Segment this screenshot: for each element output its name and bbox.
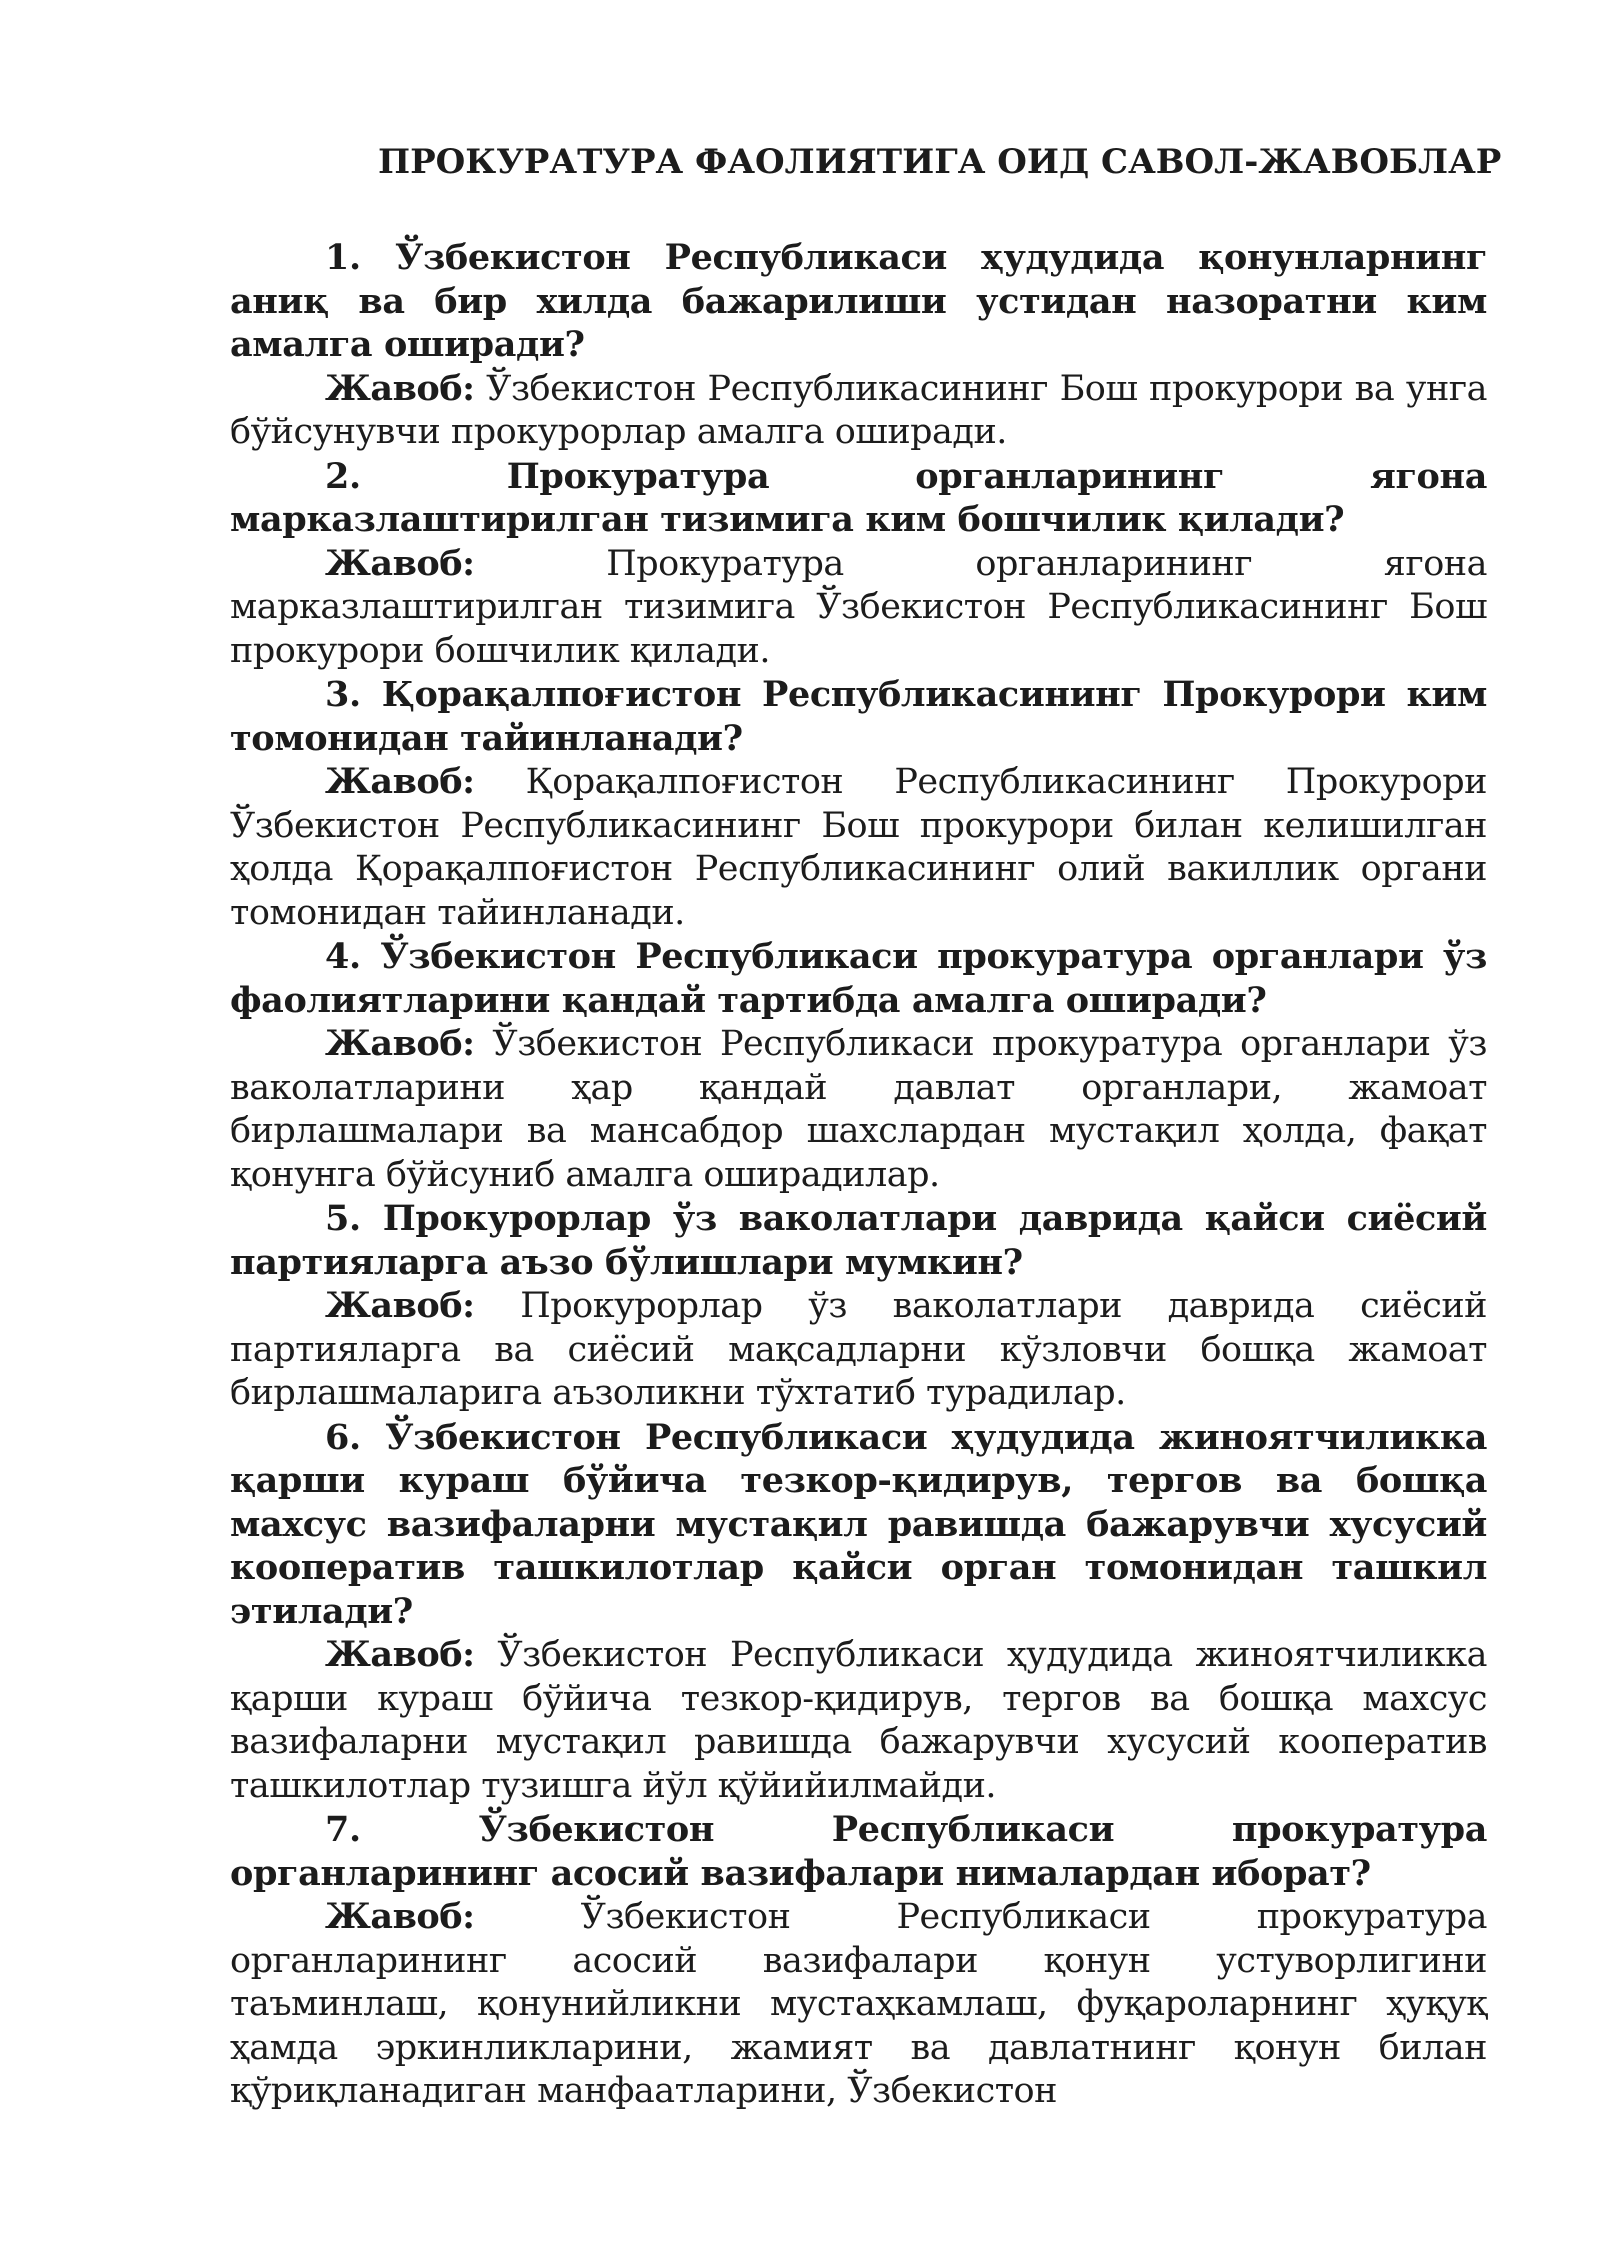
question-number: 7. <box>325 1809 361 1851</box>
qa-item-5 <box>230 1197 1487 1416</box>
question-number: 6. <box>325 1416 361 1458</box>
answer-label: Жавоб: <box>325 542 475 584</box>
question-text: Ўзбекистон Республикаси прокуратура органлари ўз фаолиятларини қандай тартибда амалга оширади? <box>230 936 1487 1021</box>
answer-text: Прокуратура органларининг ягона марказлаштирилган тизимига Ўзбекистон Республикасининг Бош прокурори бошчилик қилади. <box>230 543 1487 671</box>
answer-7 <box>230 1895 1487 2114</box>
answer-text: Қорақалпоғистон Республикасининг Прокурори Ўзбекистон Республикасининг Бош прокурори билан келишилган ҳолда Қорақалпоғистон Республикасининг олий вакиллик органи томонидан тайинланади. <box>230 762 1487 933</box>
answer-6 <box>230 1633 1487 1808</box>
question-7 <box>230 1808 1487 1895</box>
qa-item-7 <box>230 1808 1487 2114</box>
question-6 <box>230 1416 1487 1634</box>
answer-1 <box>230 367 1487 455</box>
answer-2 <box>230 542 1487 674</box>
question-text: Ўзбекистон Республикаси ҳудудида жиноятчиликка қарши кураш бўйича тезкор-қидирув, тергов ва бошқа махсус вазифаларни мустақил равишда бажарувчи хусусий кооператив ташкилотлар қайси орган томонидан ташкил этилади? <box>230 1416 1487 1632</box>
answer-label: Жавоб: <box>325 761 475 803</box>
answer-label: Жавоб: <box>325 367 475 409</box>
answer-label: Жавоб: <box>325 1285 475 1327</box>
question-2 <box>230 455 1487 542</box>
question-text: Қорақалпоғистон Республикасининг Прокурори ким томонидан тайинланади? <box>230 674 1487 759</box>
qa-item-3 <box>230 673 1487 935</box>
question-1 <box>230 236 1487 367</box>
answer-text: Прокурорлар ўз ваколатлари даврида сиёсий партияларга ва сиёсий мақсадларни кўзловчи бошқа жамоат бирлашмаларига аъзоликни тўхтатиб турадилар. <box>230 1286 1487 1414</box>
question-3 <box>230 673 1487 760</box>
question-text: Ўзбекистон Республикаси прокуратура органларининг асосий вазифалари нималардан иборат? <box>230 1809 1487 1894</box>
document-title: ПРОКУРАТУРА ФАОЛИЯТИГА ОИД САВОЛ-ЖАВОБЛАР <box>378 142 1502 182</box>
answer-text: Ўзбекистон Республикаси прокуратура органлари ўз ваколатларини ҳар қандай давлат органлари, жамоат бирлашмалари ва мансабдор шахслардан мустақил ҳолда, фақат қонунга бўйсуниб амалга оширадилар. <box>230 1024 1487 1195</box>
answer-5 <box>230 1284 1487 1416</box>
qa-item-6 <box>230 1416 1487 1809</box>
answer-label: Жавоб: <box>325 1023 475 1065</box>
qa-item-4 <box>230 935 1487 1197</box>
question-number: 4. <box>325 936 361 978</box>
qa-list <box>230 236 1487 2114</box>
answer-text: Ўзбекистон Республикаси прокуратура органларининг асосий вазифалари қонун устуворлигини таъминлаш, қонунийликни мустаҳкамлаш, фуқароларнинг ҳуқуқ ҳамда эркинликларини, жамият ва давлатнинг қонун билан қўриқланадиган манфаатларини, Ўзбекистон <box>230 1897 1487 2112</box>
document-page <box>230 140 1502 2114</box>
question-number: 1. <box>325 237 361 279</box>
question-text: Ўзбекистон Республикаси ҳудудида қонунларнинг аниқ ва бир хилда бажарилиши устидан назоратни ким амалга оширади? <box>230 237 1487 366</box>
question-number: 5. <box>325 1198 361 1240</box>
answer-label: Жавоб: <box>325 1634 475 1676</box>
answer-text: Ўзбекистон Республикаси ҳудудида жиноятчиликка қарши кураш бўйича тезкор-қидирув, тергов ва бошқа махсус вазифаларни мустақил равишда бажарувчи хусусий кооператив ташкилотлар тузишга йўл қўйийилмайди. <box>230 1635 1487 1806</box>
question-text: Прокуратура органларининг ягона марказлаштирилган тизимига ким бошчилик қилади? <box>230 455 1487 541</box>
question-5 <box>230 1197 1487 1284</box>
question-text: Прокурорлар ўз ваколатлари даврида қайси сиёсий партияларга аъзо бўлишлари мумкин? <box>230 1198 1487 1283</box>
qa-item-2 <box>230 455 1487 674</box>
question-4 <box>230 935 1487 1022</box>
answer-3 <box>230 760 1487 935</box>
qa-item-1 <box>230 236 1487 455</box>
answer-text: Ўзбекистон Республикасининг Бош прокурори ва унга бўйсунувчи прокурорлар амалга оширади. <box>230 368 1487 453</box>
question-number: 2. <box>325 455 361 497</box>
answer-label: Жавоб: <box>325 1896 475 1938</box>
question-number: 3. <box>325 674 361 716</box>
answer-4 <box>230 1022 1487 1197</box>
